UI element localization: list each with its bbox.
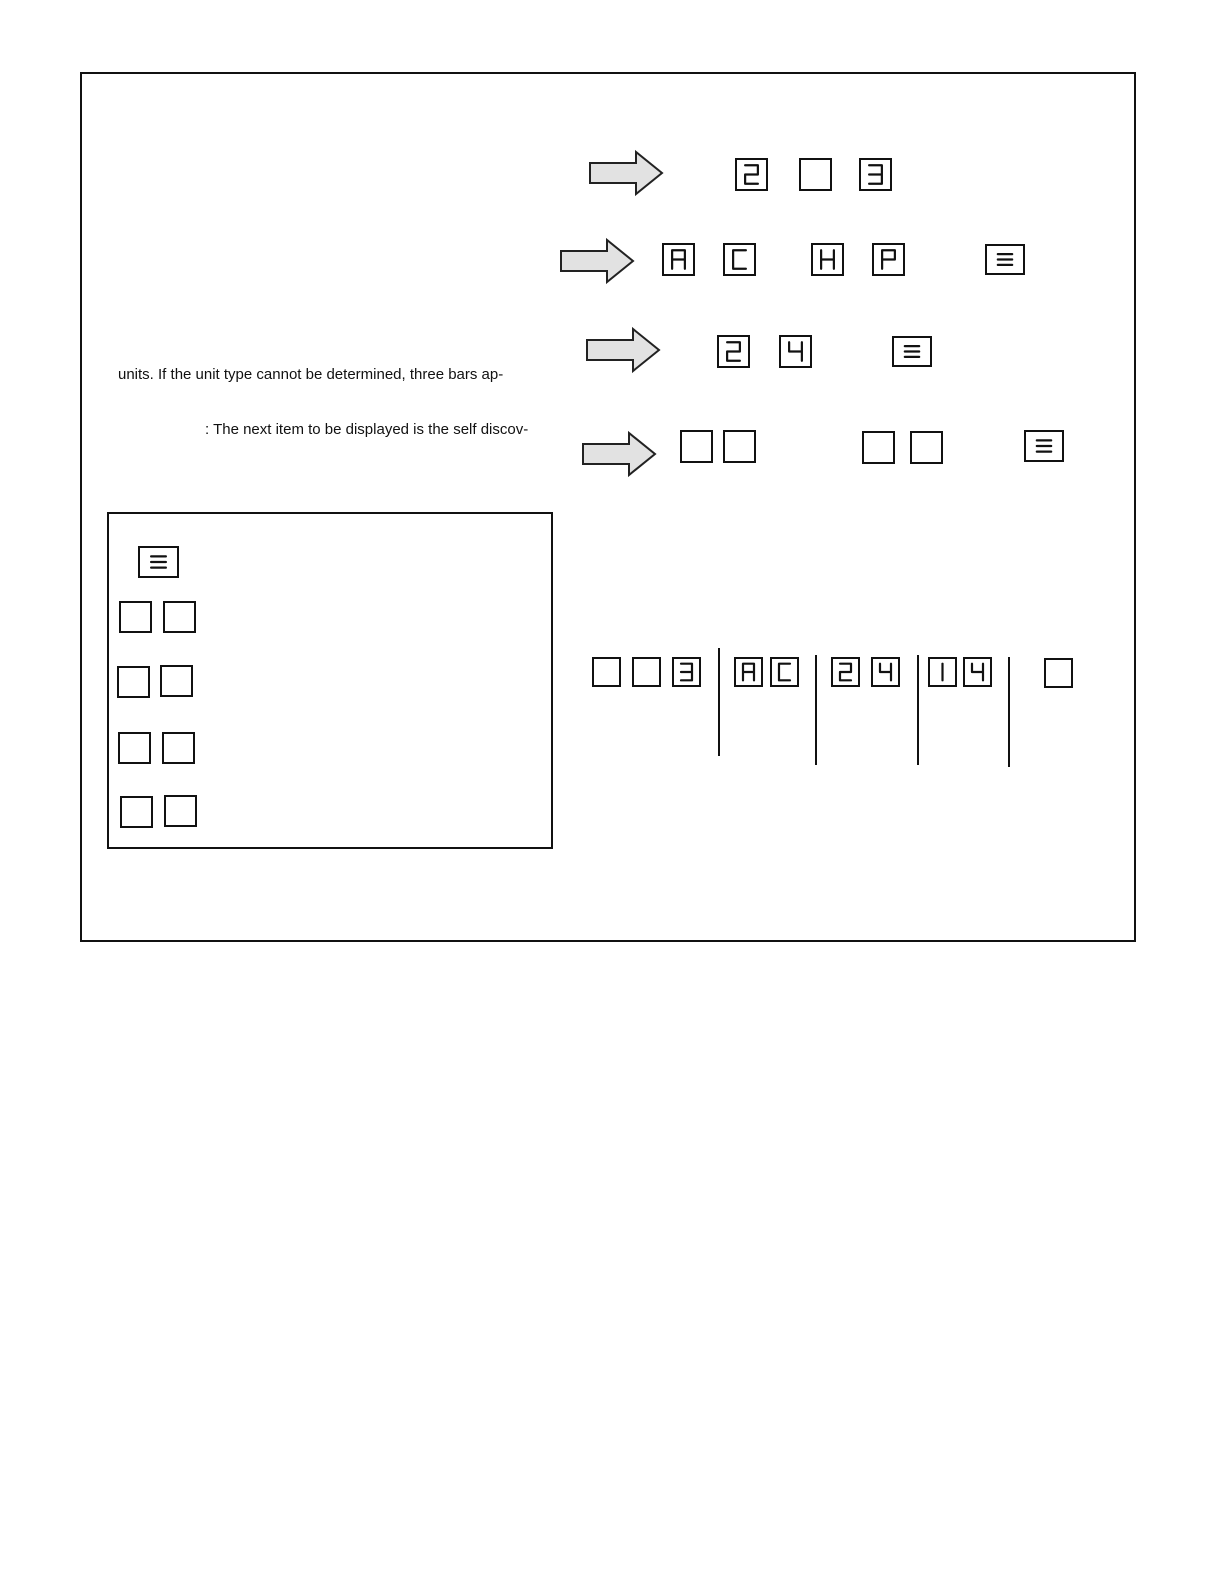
digit-display	[928, 657, 957, 687]
segment-glyph	[874, 245, 903, 274]
group-divider	[815, 655, 817, 765]
segment-glyph	[719, 337, 748, 366]
digit-display	[831, 657, 860, 687]
digit-display	[770, 657, 799, 687]
segment-glyph	[674, 659, 699, 685]
digit-display	[963, 657, 992, 687]
digit-display	[662, 243, 695, 276]
segment-glyph	[781, 337, 810, 366]
three-bars-glyph	[140, 548, 177, 576]
digit-display	[862, 431, 895, 464]
group-divider	[1008, 657, 1010, 767]
three-bars-glyph	[987, 246, 1023, 273]
description-line-2: : The next item to be displayed is the self discov-	[205, 421, 529, 438]
digit-display	[632, 657, 661, 687]
digit-display	[723, 243, 756, 276]
digit-display	[859, 158, 892, 191]
digit-display	[120, 796, 153, 828]
digit-display	[799, 158, 832, 191]
segment-glyph	[736, 659, 761, 685]
right-arrow-icon	[559, 238, 635, 284]
digit-display	[871, 657, 900, 687]
digit-display	[734, 657, 763, 687]
description-line-1: units. If the unit type cannot be determined, three bars ap-	[118, 366, 504, 383]
segment-glyph	[737, 160, 766, 189]
segment-glyph	[664, 245, 693, 274]
digit-display	[811, 243, 844, 276]
segment-glyph	[965, 659, 990, 685]
group-divider	[718, 648, 720, 756]
segment-glyph	[873, 659, 898, 685]
three-bars-icon	[1024, 430, 1064, 462]
segment-glyph	[772, 659, 797, 685]
digit-display	[164, 795, 197, 827]
group-divider	[917, 655, 919, 765]
digit-display	[779, 335, 812, 368]
digit-display	[672, 657, 701, 687]
digit-display	[118, 732, 151, 764]
segment-glyph	[930, 659, 955, 685]
segment-glyph	[725, 245, 754, 274]
three-bars-icon	[138, 546, 179, 578]
digit-display	[592, 657, 621, 687]
segment-glyph	[833, 659, 858, 685]
three-bars-glyph	[1026, 432, 1062, 460]
right-arrow-icon	[585, 327, 661, 373]
three-bars-icon	[985, 244, 1025, 275]
digit-display	[910, 431, 943, 464]
right-arrow-icon	[581, 431, 657, 477]
digit-display	[163, 601, 196, 633]
digit-display	[735, 158, 768, 191]
digit-display	[117, 666, 150, 698]
three-bars-glyph	[894, 338, 930, 365]
digit-display	[723, 430, 756, 463]
digit-display	[717, 335, 750, 368]
digit-display	[680, 430, 713, 463]
three-bars-icon	[892, 336, 932, 367]
digit-display	[162, 732, 195, 764]
digit-display	[119, 601, 152, 633]
segment-glyph	[861, 160, 890, 189]
digit-display	[160, 665, 193, 697]
right-arrow-icon	[588, 150, 664, 196]
segment-glyph	[813, 245, 842, 274]
digit-display	[872, 243, 905, 276]
digit-display	[1044, 658, 1073, 688]
